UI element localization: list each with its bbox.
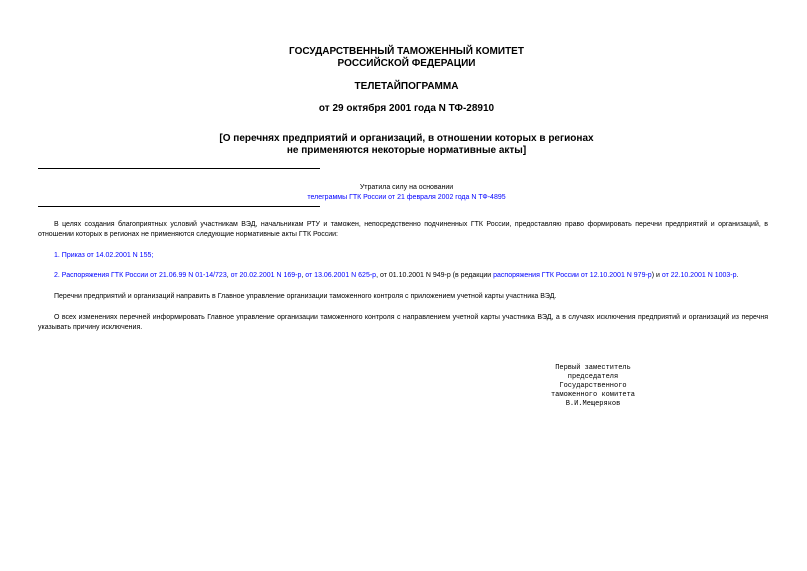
signature-line2: председателя bbox=[567, 373, 619, 381]
list-item-1-suffix[interactable] bbox=[151, 252, 153, 259]
list-item-2 bbox=[38, 271, 768, 281]
directive-979-link[interactable]: распоряжения ГТК России от 12.10.2001 N 979-р bbox=[493, 272, 652, 279]
order-155-link[interactable]: Приказ от 14.02.2001 N 155 bbox=[61, 252, 152, 259]
list-item-1-prefix[interactable] bbox=[54, 252, 62, 259]
top-divider bbox=[38, 168, 320, 169]
list-item-2-sep2: , bbox=[301, 272, 306, 279]
signature-line1: Первый заместитель bbox=[555, 364, 631, 372]
directive-625-link[interactable]: от 13.06.2001 N 625-р bbox=[305, 272, 377, 279]
org-name-line2: РОССИЙСКОЙ ФЕДЕРАЦИИ bbox=[337, 58, 476, 69]
repeal-telegram-link[interactable]: телеграммы ГТК России от 21 февраля 2002 года N ТФ-4895 bbox=[307, 194, 506, 201]
list-item-2-sep1: , bbox=[226, 272, 231, 279]
paragraph-changes: О всех изменениях перечней информировать Главное управление организации таможенного контроля с направлением учетной карты участника ВЭД, а в случаях исключения предприятий и организаций из перечня указывать причину исключения. bbox=[38, 314, 768, 331]
status-note-text: Утратила силу на основании bbox=[359, 184, 454, 191]
list-item-1-end: ; bbox=[151, 252, 154, 259]
list-item-1 bbox=[38, 251, 768, 261]
document-subject-line1: [О перечнях предприятий и организаций, в отношении которых в регионах bbox=[219, 133, 594, 144]
list-item-2-prefix[interactable] bbox=[54, 272, 62, 279]
directive-169-link[interactable]: от 20.02.2001 N 169-р bbox=[230, 272, 302, 279]
signature-name: В.И.Мещеряков bbox=[565, 400, 621, 408]
list-item-2-mid: , от 01.10.2001 N 949-р (в редакции bbox=[376, 272, 494, 279]
list-item-2-number: 2. bbox=[54, 272, 62, 279]
paragraph-intro: В целях создания благоприятных условий участникам ВЭД, начальникам РТУ и таможен, непосредственно подчиненных ГТК России, предоставляю право формировать перечни предприятий и организаций, в отношении которых в регионах не применяются следующие нормативные акты ГТК России: bbox=[38, 221, 768, 238]
paragraph-submit-lists: Перечни предприятий и организаций направить в Главное управление организации таможенного контроля с приложением учетной карты участника ВЭД. bbox=[54, 293, 557, 300]
document-subject-line2: не применяются некоторые нормативные акты] bbox=[286, 145, 527, 156]
signature-line4: таможенного комитета bbox=[550, 391, 635, 399]
bottom-divider bbox=[38, 206, 320, 207]
org-name-line1: ГОСУДАРСТВЕННЫЙ ТАМОЖЕННЫЙ КОМИТЕТ bbox=[289, 46, 524, 57]
document-date: от 29 октября 2001 года N ТФ-28910 bbox=[318, 103, 495, 114]
list-item-1-number: 1. bbox=[54, 252, 62, 259]
list-item-2-and: ) и bbox=[651, 272, 662, 279]
status-note-link-wrap bbox=[38, 193, 775, 203]
document-type: ТЕЛЕТАЙПОГРАММА bbox=[354, 81, 459, 92]
list-item-2-end: . bbox=[736, 272, 739, 279]
signature-line3: Государственного bbox=[559, 382, 627, 390]
directive-1003-link[interactable]: от 22.10.2001 N 1003-р bbox=[661, 272, 737, 279]
directive-723-link[interactable]: Распоряжения ГТК России от 21.06.99 N 01-14/723 bbox=[61, 272, 227, 279]
